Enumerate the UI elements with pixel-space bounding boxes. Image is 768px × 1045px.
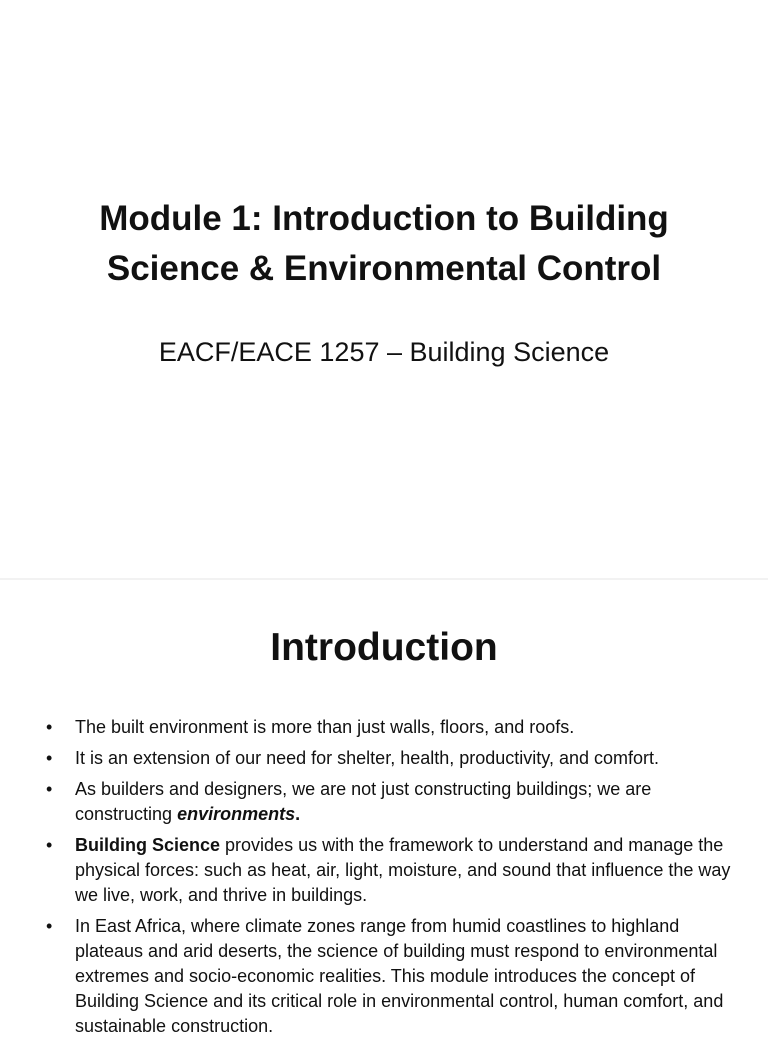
bullet-end-punctuation: . <box>295 804 301 824</box>
bullet-text: In East Africa, where climate zones range from humid coastlines to highland plateaus and arid deserts, the science of building must respond to environmental extremes and socio-economic realities. This module introduces the concept of Building Science and its critical role in environmental control, human comfort, and sustainable construction. <box>75 916 724 1036</box>
bullet-icon: • <box>46 835 53 855</box>
bullet-lead-term: Building Science <box>75 835 221 855</box>
module-title: Module 1: Introduction to Building Science & Environmental Control <box>99 199 669 288</box>
introduction-slide <box>0 580 768 1036</box>
bullet-item <box>44 715 734 740</box>
bullet-item <box>44 777 734 827</box>
bullet-text: The built environment is more than just walls, floors, and roofs. <box>75 717 575 737</box>
course-subtitle: EACF/EACE 1257 – Building Science <box>158 337 610 367</box>
bullet-item <box>44 746 734 771</box>
bullet-text: It is an extension of our need for shelter, health, productivity, and comfort. <box>75 748 659 768</box>
bullet-icon: • <box>46 916 53 936</box>
bullet-text: provides us with the framework to understand and manage the physical forces: such as heat, air, light, moisture, and sound that influence the way we live, work, and thrive in buildings. <box>75 835 731 905</box>
bullet-emphasis: environments <box>177 804 296 824</box>
bullet-icon: • <box>46 717 53 737</box>
bullet-item <box>44 833 734 908</box>
slide-title: Introduction <box>270 626 498 669</box>
bullet-icon: • <box>46 748 53 768</box>
bullet-item <box>44 914 734 1039</box>
bullet-list <box>44 715 734 1045</box>
bullet-text: As builders and designers, we are not just constructing buildings; we are constructing <box>75 779 652 824</box>
bullet-icon: • <box>46 779 53 799</box>
